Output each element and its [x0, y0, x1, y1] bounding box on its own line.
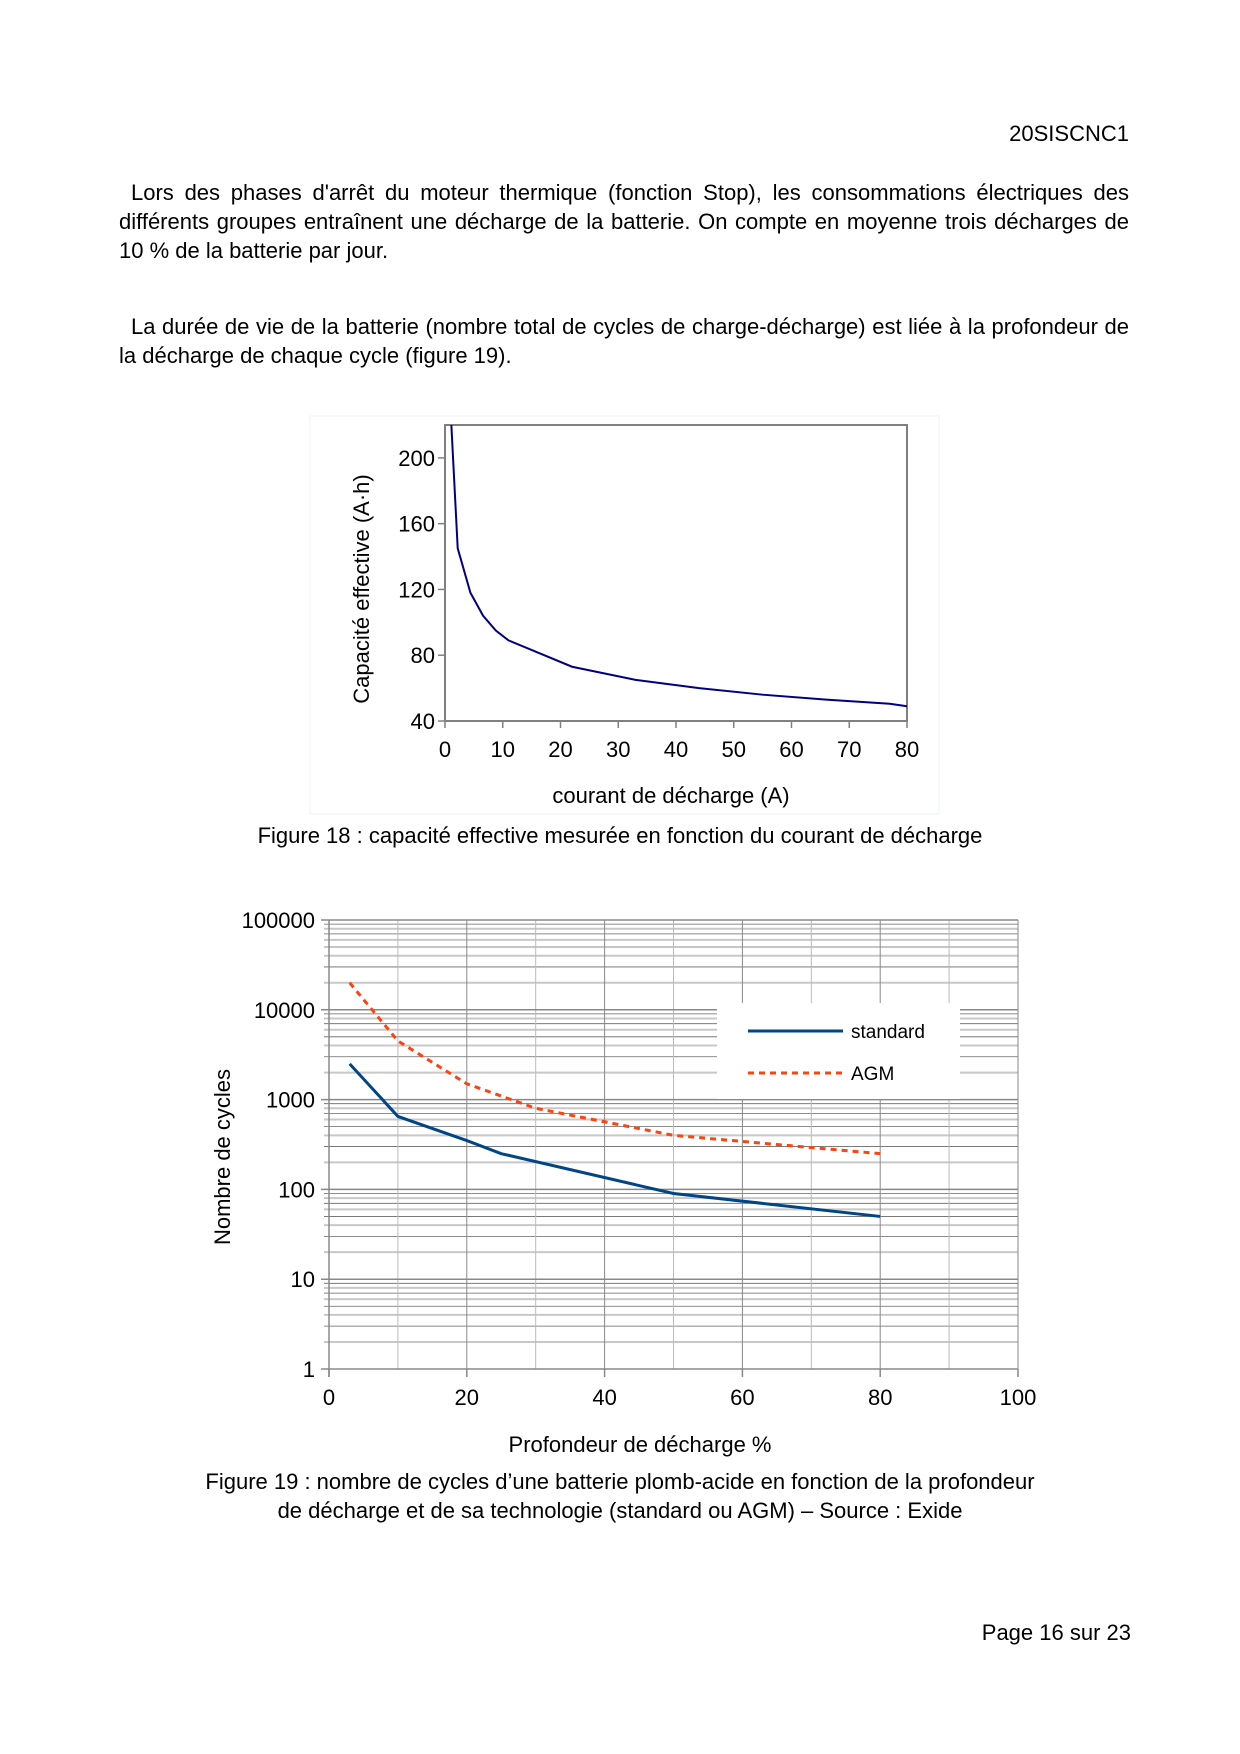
y-tick-label: 80	[410, 643, 435, 669]
y-tick-label: 10	[290, 1267, 315, 1293]
y-axis-label: Capacité effective (A·h)	[349, 474, 374, 704]
x-tick-label: 40	[592, 1385, 617, 1410]
y-tick-label: 40	[410, 709, 435, 734]
figure-19-caption-line1: Figure 19 : nombre de cycles d’une batterie plomb-acide en fonction de la profondeur	[205, 1469, 1035, 1494]
y-tick-label: 10000	[253, 997, 315, 1023]
paragraph-stop-discharge: Lors des phases d'arrêt du moteur thermique (fonction Stop), les consommations électriques des différents groupes entraînent une décharge de la batterie. On compte en moyenne trois décharges de 10 % de la batterie par jour.	[119, 180, 1129, 263]
legend-label: AGM	[851, 1064, 895, 1085]
x-tick-label: 100	[999, 1385, 1037, 1410]
y-axis-label: Nombre de cycles	[210, 1068, 235, 1246]
x-tick-label: 0	[322, 1385, 336, 1410]
x-tick-label: 30	[606, 737, 631, 762]
page-number: Page 16 sur 23	[981, 1620, 1131, 1645]
x-tick-label: 40	[663, 737, 689, 762]
x-tick-label: 80	[894, 737, 920, 762]
figure-19-caption-line2: de décharge et de sa technologie (standard ou AGM) – Source : Exide	[277, 1498, 963, 1523]
x-tick-label: 20	[454, 1385, 480, 1410]
legend-box	[717, 1003, 960, 1099]
x-tick-label: 50	[721, 737, 746, 762]
y-tick-label: 120	[398, 577, 435, 603]
x-tick-label: 70	[837, 737, 862, 762]
y-tick-label: 200	[398, 445, 435, 471]
figure-18-chart	[310, 416, 939, 814]
x-tick-label: 0	[438, 737, 452, 762]
x-axis-label: courant de décharge (A)	[552, 783, 790, 808]
x-tick-label: 60	[730, 1385, 755, 1410]
x-axis-label: Profondeur de décharge %	[508, 1432, 772, 1457]
y-tick-label: 100000	[241, 908, 315, 933]
y-tick-label: 100	[278, 1177, 315, 1203]
y-tick-label: 1	[302, 1357, 315, 1382]
document-code: 20SISCNC1	[1009, 121, 1129, 146]
x-tick-label: 60	[779, 737, 804, 762]
x-tick-label: 20	[548, 737, 573, 762]
figure-19-chart	[210, 908, 1036, 1457]
y-tick-label: 160	[398, 511, 435, 537]
figure-18-caption: Figure 18 : capacité effective mesurée en fonction du courant de décharge	[257, 823, 983, 848]
x-tick-label: 80	[867, 1385, 893, 1410]
y-tick-label: 1000	[266, 1087, 315, 1113]
paragraph-battery-life: La durée de vie de la batterie (nombre total de cycles de charge-décharge) est liée à la profondeur de la décharge de chaque cycle (figure 19).	[119, 314, 1129, 368]
legend-label: standard	[851, 1022, 925, 1043]
x-tick-label: 10	[490, 737, 515, 762]
